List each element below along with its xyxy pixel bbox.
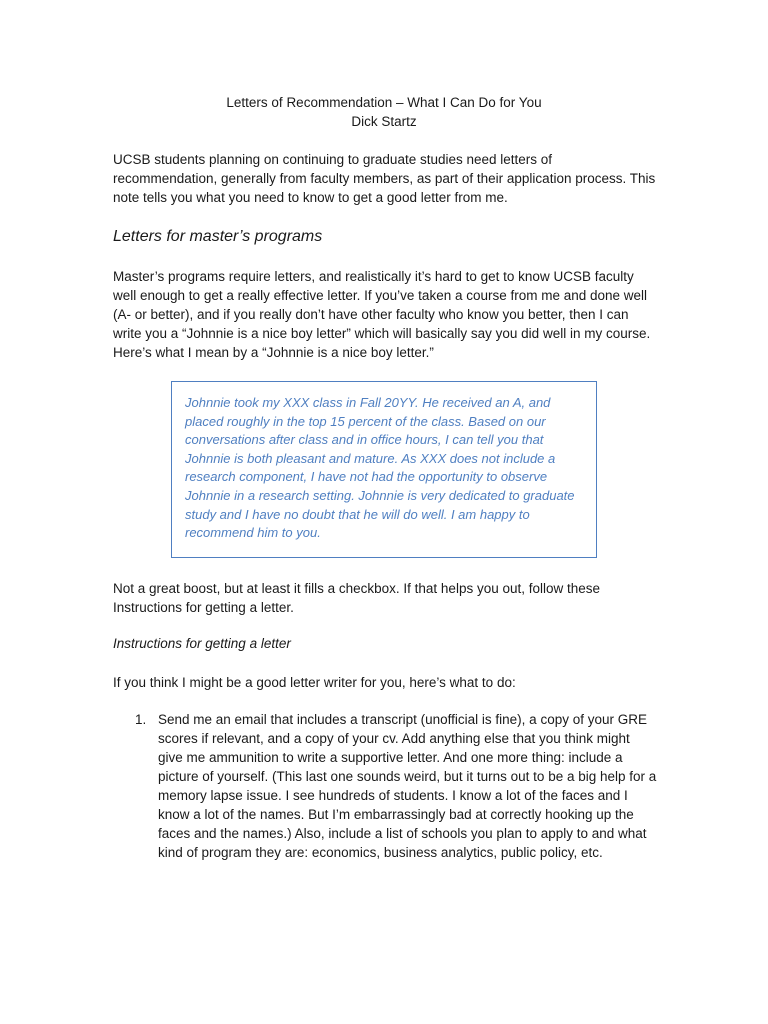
instructions-heading: Instructions for getting a letter	[113, 636, 291, 651]
step-number: 1.	[135, 712, 147, 727]
masters-heading: Letters for master’s programs	[113, 228, 323, 245]
document-author: Dick Startz	[351, 114, 417, 129]
step-text: Send me an email that includes a transcript (unofficial is fine), a copy of your GRE scores if relevant, and a copy of your cv. Add anything else that you think might give me ammunition to write a supportive letter. And one more thing: include a picture of yourself. (This last one sounds weird, but it turns out to be a big help for a memory lapse issue. I see hundreds of students. I know a lot of the faces and I know a lot of the names. But I’m embarrassingly bad at correctly hooking up the faces and the names.) Also, include a list of schools you plan to apply to and what kind of program they are: economics, business analytics, public policy, etc.	[158, 712, 657, 860]
sample-letter-box	[171, 381, 597, 558]
sample-letter-text: Johnnie took my XXX class in Fall 20YY. He received an A, and placed roughly in the top 15 percent of the class. Based on our conversations after class and in office hours, I can tell you that Johnnie is both pleasant and mature. As XXX does not include a research component, I have not had the opportunity to observe Johnnie in a research setting. Johnnie is very dedicated to graduate study and I have no doubt that he will do well. I am happy to recommend him to you.	[185, 395, 575, 541]
list-item	[113, 710, 658, 862]
think-paragraph: If you think I might be a good letter writer for you, here’s what to do:	[113, 675, 516, 690]
steps-list	[113, 710, 658, 862]
boost-paragraph: Not a great boost, but at least it fills a checkbox. If that helps you out, follow these Instructions for getting a letter.	[113, 581, 601, 615]
intro-paragraph: UCSB students planning on continuing to graduate studies need letters of recommendation, generally from faculty members, as part of their application process. This note tells you what you need to know to get a good letter from me.	[113, 152, 656, 205]
document-title: Letters of Recommendation – What I Can Do for You	[226, 95, 542, 110]
masters-paragraph: Master’s programs require letters, and realistically it’s hard to get to know UCSB faculty well enough to get a really effective letter. If you’ve taken a course from me and done well (A- or better), and if you really don’t have other faculty who know you better, then I can write you a “Johnnie is a nice boy letter” which will basically say you did well in my course. Here’s what I mean by a “Johnnie is a nice boy letter.”	[113, 269, 651, 360]
